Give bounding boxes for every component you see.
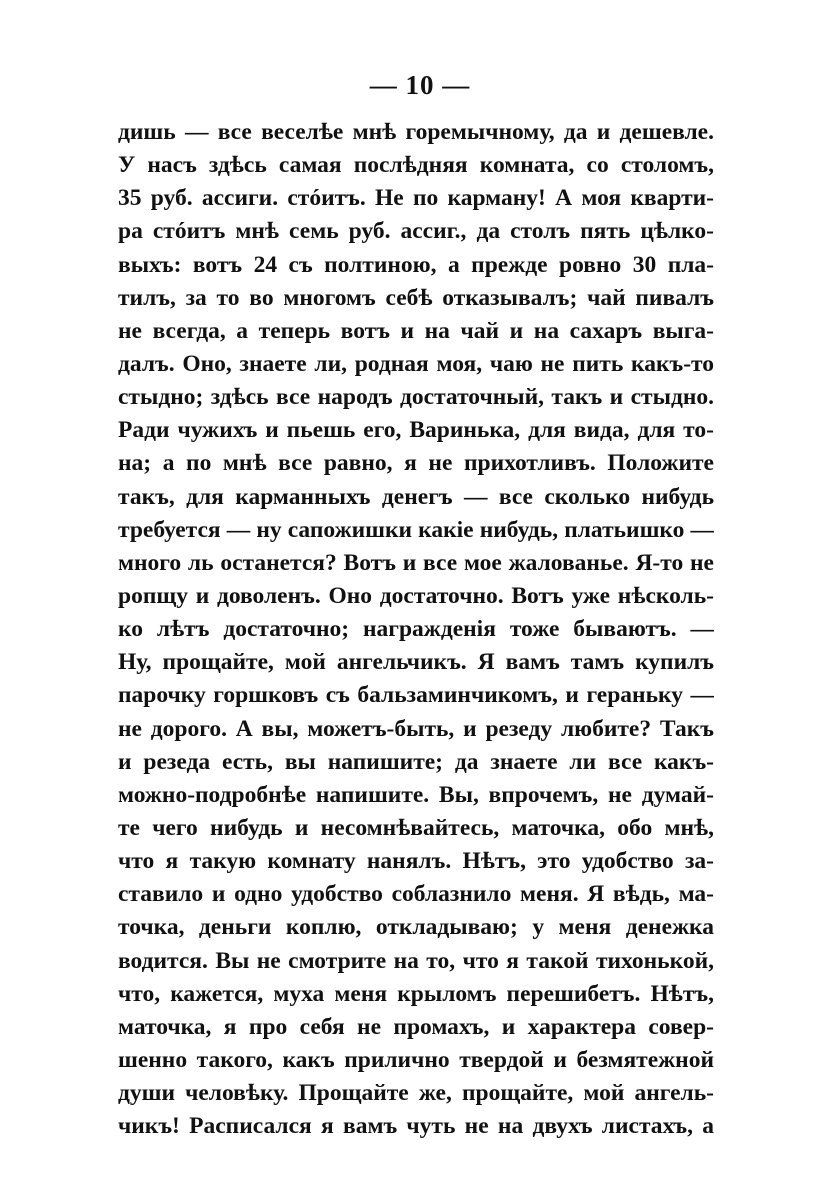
text-line: точка, деньги коплю, откладываю; у меня денежка: [118, 914, 714, 941]
text-line: что, кажется, муха меня крыломъ перешибетъ. Нѣтъ,: [118, 980, 714, 1007]
text-line: Ну, прощайте, мой ангельчикъ. Я вамъ тамъ купилъ: [118, 649, 714, 676]
text-line: ра стóитъ мнѣ семь руб. ассиг., да столъ пять цѣлко-: [118, 218, 714, 245]
text-line: такъ, для карманныхъ денегъ — все сколько нибудь: [118, 483, 714, 510]
text-line: парочку горшковъ съ бальзаминчикомъ, и гераньку —: [118, 682, 714, 709]
text-line: выхъ: вотъ 24 съ полтиною, а прежде ровно 30 пла-: [118, 251, 714, 278]
text-line: не всегда, а теперь вотъ и на чай и на сахаръ выга-: [118, 317, 714, 344]
text-line: стыдно; здѣсь все народъ достаточный, такъ и стыдно.: [118, 384, 714, 411]
text-line: тилъ, за то во многомъ себѣ отказывалъ; чай пивалъ: [118, 284, 714, 311]
text-line: далъ. Оно, знаете ли, родная моя, чаю не пить какъ-то: [118, 350, 714, 377]
text-line: те чего нибудь и несомнѣвайтесь, маточка, обо мнѣ,: [118, 814, 714, 841]
text-line: на; а по мнѣ все равно, я не прихотливъ. Положите: [118, 450, 714, 477]
text-line: много ль останется? Вотъ и все мое жалованье. Я-то не: [118, 549, 714, 576]
text-line: что я такую комнату нанялъ. Нѣтъ, это удобство за-: [118, 848, 714, 875]
text-line: дишь — все веселѣе мнѣ горемычному, да и дешевле.: [118, 119, 714, 145]
text-line: 35 руб. ассиги. стóитъ. Не по карману! А моя кварти-: [118, 185, 714, 212]
text-line: ко лѣтъ достаточно; награжденія тоже бываютъ. —: [118, 616, 714, 643]
page-number: — 10 —: [369, 70, 471, 100]
text-line: Ради чужихъ и пьешь его, Варинька, для вида, для то-: [118, 417, 714, 444]
text-line: маточка, я про себя не промахъ, и характера совер-: [118, 1013, 714, 1040]
text-line: души человѣку. Прощайте же, прощайте, мой ангель-: [118, 1080, 714, 1107]
text-line: шенно такого, какъ прилично твердой и безмятежной: [118, 1046, 714, 1073]
text-line: У насъ здѣсь самая послѣдняя комната, со столомъ,: [118, 152, 714, 179]
text-line: ропщу и доволенъ. Оно достаточно. Вотъ уже нѣсколь-: [118, 582, 714, 609]
text-line: не дорого. А вы, можетъ-быть, и резеду любите? Такъ: [118, 715, 714, 742]
text-line: и резеда есть, вы напишите; да знаете ли все какъ-: [118, 748, 714, 775]
text-line: требуется — ну сапожишки какіе нибудь, платьишко —: [118, 516, 714, 543]
body-text: [118, 116, 714, 1143]
text-line: чикъ! Расписался я вамъ чуть не на двухъ листахъ, а: [118, 1113, 714, 1140]
text-line: ставило и одно удобство соблазнило меня. Я вѣдь, ма-: [118, 881, 714, 908]
text-line: можно-подробнѣе напишите. Вы, впрочемъ, не думай-: [118, 781, 714, 808]
text-line: водится. Вы не смотрите на то, что я такой тихонькой,: [118, 947, 714, 974]
